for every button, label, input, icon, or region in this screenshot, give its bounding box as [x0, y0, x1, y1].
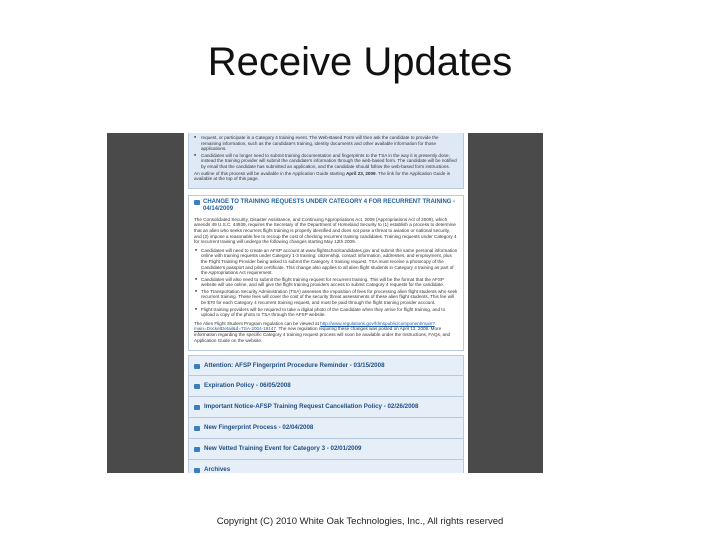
section-bullets [194, 248, 458, 318]
footer-prefix: The Alien Flight Student Program regulation can be viewed at [194, 320, 319, 326]
list-item: ■ request, or participate in a Category 4 training event. The Web-Based Form will then ask the candidate to provide the remaining information, such as the candidate's training, identity documents and other available information for those applications. [194, 135, 458, 152]
collapse-toggle-icon[interactable] [194, 200, 200, 205]
section-title: CHANGE TO TRAINING REQUESTS UNDER CATEGORY 4 FOR RECURRENT TRAINING - 04/14/2009 [203, 198, 456, 212]
expand-toggle-icon[interactable] [194, 447, 200, 452]
news-list [184, 355, 468, 473]
web-page [184, 133, 468, 473]
expand-toggle-icon[interactable] [194, 468, 200, 473]
regulation-link[interactable]: http://www.regulations.gov/fdmspublic/component/main?main=DocketDetail&d=TSA-2004-19147 [194, 320, 435, 332]
news-item-title: Attention: AFSP Fingerprint Procedure Reminder - 03/15/2008 [204, 361, 385, 369]
note-date: April 23, 2009 [345, 170, 376, 176]
list-item: ■ Candidates will need to create an AFSP account at www.flightschoolcandidates.gov and submit the same personal information online with training requests under Category 1-3 training: citizenship, contact information, addresses, and employment, plus the Flight Training Provider being asked to submit the Category 4 training request. TSA must receive a photocopy of the Candidate's passport and pilot certificate. This change also applies to all alien flight students in Category 4 training as part of the Appropriations Act requirement. [194, 248, 458, 276]
news-item-expiration-policy[interactable] [188, 376, 464, 397]
application-guide-note [194, 171, 458, 182]
list-item: ■ The Transportation Security Administration (TSA) assesses the imposition of fees for processing alien flight students who seek recurrent training. These fees will cover the cost of the security threat assessments of these alien flight students. This fee will be $70 for each Category 4 recurrent training request, and must be paid through the flight training provider account. [194, 289, 458, 306]
list-item: ■ Candidates will also need to submit the flight training request for recurrent training. This will be the format that the AFSP website will use online, and will give the flight training providers access to submit Category 4 requests for the candidate. [194, 277, 458, 288]
news-item-title: Expiration Policy - 06/05/2008 [204, 382, 291, 390]
list-item: ■ Candidates will no longer need to submit training documentation and fingerprints to the TSA in the way it is presently done; instead the training provider will submit the candidate's information through the web-based form. The candidate will be notified by email that the candidate has submitted an application, and the candidate should follow the web-based form instructions. [194, 153, 458, 170]
news-item-title: Archives [204, 466, 231, 473]
slide-title: Receive Updates [207, 40, 513, 84]
section-intro: The Consolidated Security, Disaster Assistance, and Continuing Appropriations Act, 2009 (Appropriations Act of 2009), which amends 49 U.S.C. 44939, requires the Secretary of the Department of Homeland Security to (1) establish a process to determine that an alien who seeks recurrent flight training is properly identified and does not pose a threat to aviation or national security, and (2) impose a reasonable fee to recoup the cost of checking recurrent training candidates. Training requests under Category 4 for recurrent training will undergo the following changes starting May 12th 2009. [194, 216, 457, 245]
note-suffix: . The link for the Application Guide is available at the top of this page. [194, 170, 451, 182]
previous-section-panel [188, 133, 464, 189]
note-prefix: An outline of this process will be available in the Application Guide starting [194, 170, 345, 176]
copyright-footer: Copyright (C) 2010 White Oak Technologies, Inc., All rights reserved [216, 516, 504, 527]
previous-section-bullets [194, 135, 458, 170]
news-item-vetted-training[interactable] [188, 439, 464, 460]
news-item-archives[interactable] [188, 460, 464, 473]
list-item: ■ Flight training providers will be required to take a digital photo of the Candidate when they arrive for flight training, and to upload a copy of the photo to TSA through the AFSP website. [194, 307, 458, 318]
footer-suffix: . The new regulation requiring these changes was posted on April 13, 2009. More information regarding the specific Category 4 training request process will soon be available under the Instructions, FAQs, and Application Guide on the website. [194, 326, 451, 343]
news-item-title: New Vetted Training Event for Category 3 - 02/01/2009 [204, 445, 362, 453]
news-item-cancellation-policy[interactable] [188, 397, 464, 418]
expand-toggle-icon[interactable] [194, 426, 200, 431]
section-header[interactable] [194, 199, 458, 213]
news-item-title: New Fingerprint Process - 02/04/2008 [204, 424, 314, 432]
news-item-title: Important Notice-AFSP Training Request Cancellation Policy - 02/26/2008 [204, 403, 419, 411]
embedded-screenshot [107, 133, 543, 473]
expand-toggle-icon[interactable] [194, 364, 200, 369]
expand-toggle-icon[interactable] [194, 384, 200, 389]
expand-toggle-icon[interactable] [194, 405, 200, 410]
news-item-fingerprint-reminder[interactable] [188, 355, 464, 376]
news-item-fingerprint-process[interactable] [188, 418, 464, 439]
section-footer-note [194, 321, 458, 343]
category-4-section [188, 195, 464, 351]
